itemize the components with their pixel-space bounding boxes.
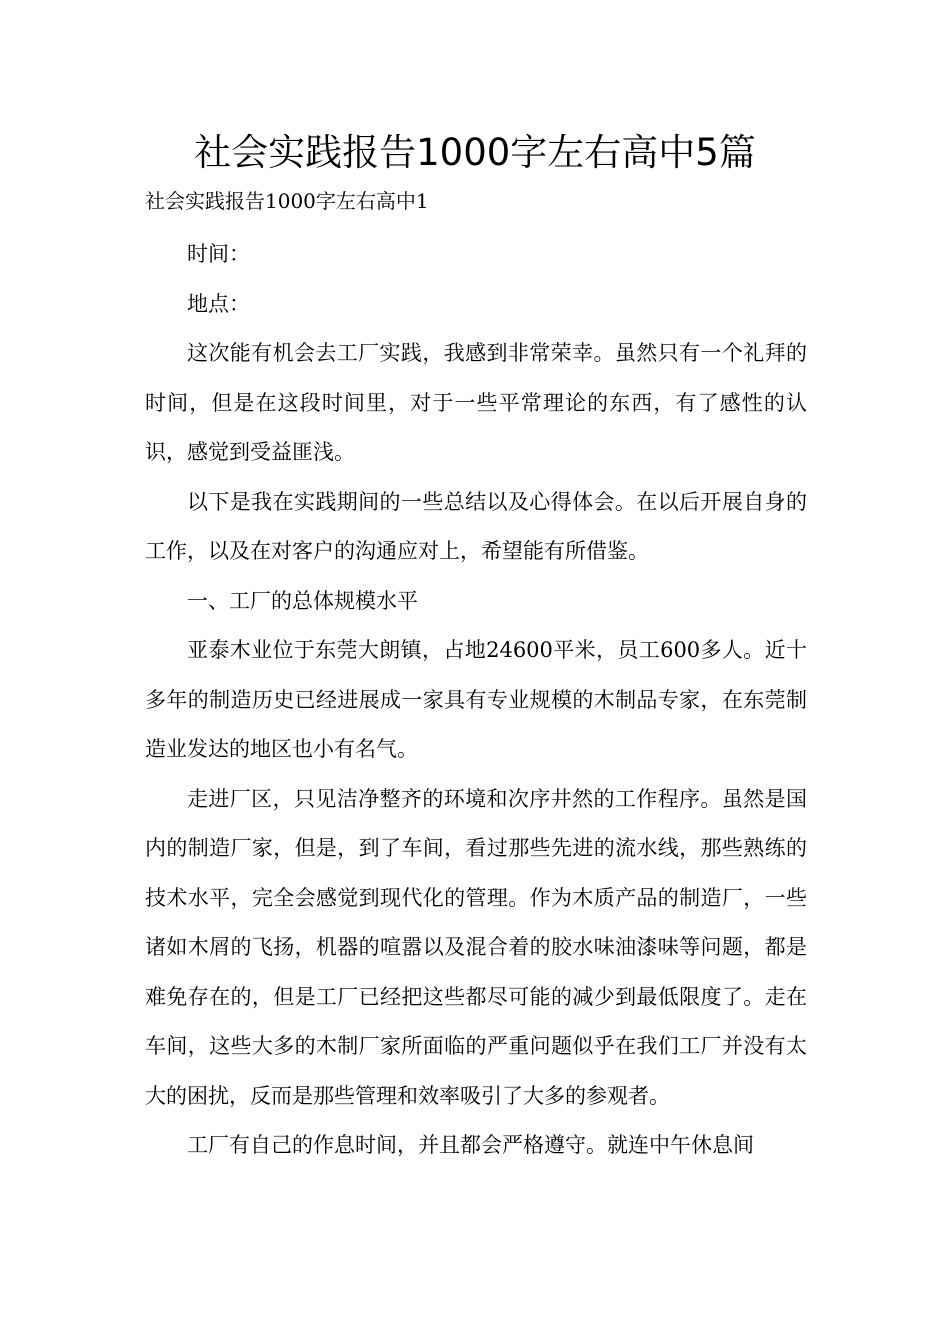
paragraph-workshop: 走进厂区，只见洁净整齐的环境和次序井然的工作程序。虽然是国内的制造厂家，但是，到了车间，看过那些先进的流水线，那些熟练的技术水平，完全会感觉到现代化的管理。作为木质产品的制造厂，一些诸如木屑的飞扬，机器的喧嚣以及混合着的胶水味油漆味等问题，都是难免存在的，但是工厂已经把这些都尽可能的减少到最低限度了。走在车间，这些大多的木制厂家所面临的严重问题似乎在我们工厂并没有太大的困扰，反而是那些管理和效率吸引了大多的参观者。 xyxy=(145,786,807,1108)
paragraph-time: 时间： xyxy=(187,242,250,266)
document-title: 社会实践报告1000字左右高中5篇 xyxy=(194,131,756,174)
document-body xyxy=(145,230,807,1171)
section-heading: 社会实践报告1000字左右高中1 xyxy=(145,189,429,213)
paragraph-summary: 以下是我在实践期间的一些总结以及心得体会。在以后开展自身的工作，以及在对客户的沟通应对上，希望能有所借鉴。 xyxy=(145,489,807,563)
paragraph-location: 地点： xyxy=(187,291,250,316)
paragraph-company: 亚泰木业位于东莞大朗镇，占地24600平米，员工600多人。近十多年的制造历史已经进展成一家具有专业规模的木制品专家，在东莞制造业发达的地区也小有名气。 xyxy=(145,638,807,761)
paragraph-intro: 这次能有机会去工厂实践，我感到非常荣幸。虽然只有一个礼拜的时间，但是在这段时间里，对于一些平常理论的东西，有了感性的认识，感觉到受益匪浅。 xyxy=(145,341,807,464)
section-heading-factory-scale: 一、工厂的总体规模水平 xyxy=(187,588,418,613)
paragraph-schedule: 工厂有自己的作息时间，并且都会严格遵守。就连中午休息间 xyxy=(187,1133,754,1157)
